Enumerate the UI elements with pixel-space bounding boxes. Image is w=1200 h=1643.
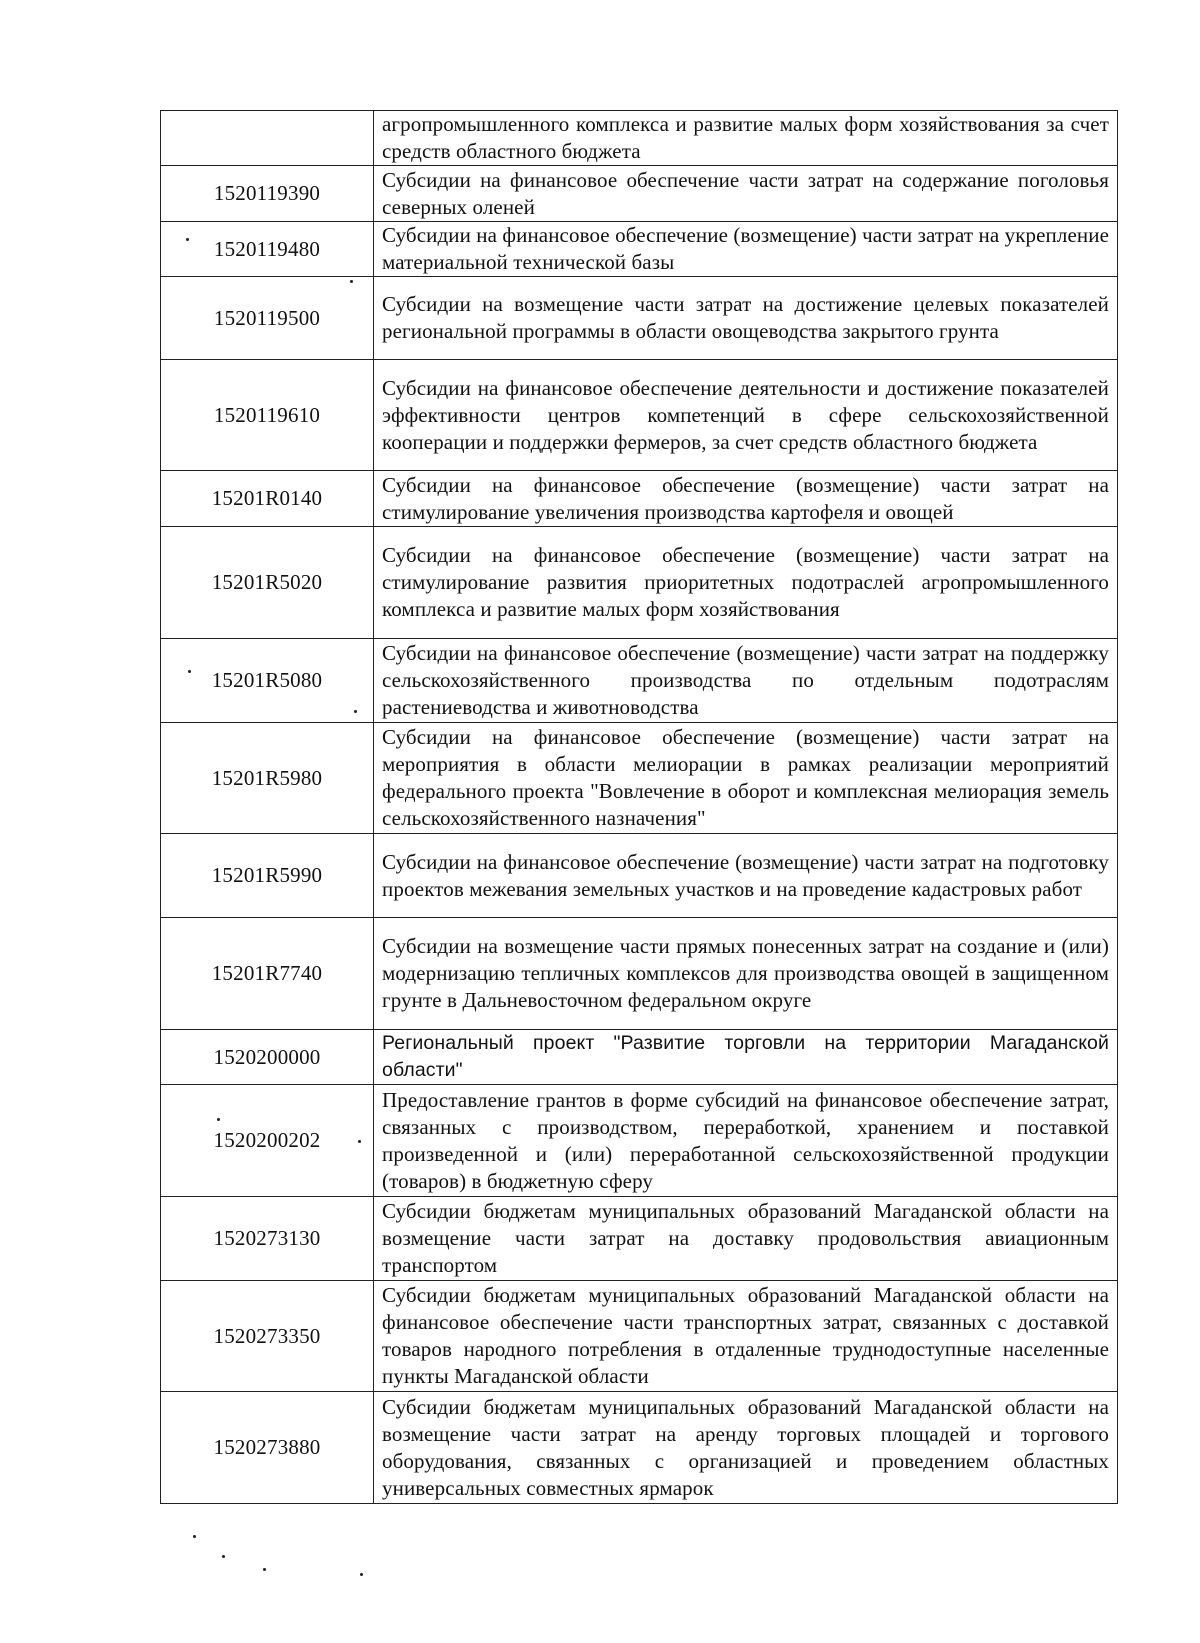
row-code: 15201R5980	[161, 723, 374, 834]
scan-speck	[350, 280, 353, 283]
row-description: Субсидии на финансовое обеспечение части затрат на содержание поголовья северных оленей	[374, 166, 1118, 222]
row-description: Субсидии на возмещение части прямых понесенных затрат на создание и (или) модернизацию тепличных комплексов для производства овощей в защищенном грунте в Дальневосточном федеральном округе	[374, 918, 1118, 1030]
row-description: Субсидии бюджетам муниципальных образований Магаданской области на возмещение части затрат на аренду торговых площадей и торгового оборудования, связанных с организацией и проведением областных универсальных совместных ярмарок	[374, 1392, 1118, 1504]
scan-speck	[188, 670, 191, 673]
scan-speck	[222, 1555, 225, 1558]
row-code: 15201R5080	[161, 639, 374, 723]
row-code: 1520119500	[161, 277, 374, 360]
table-row	[161, 360, 1118, 471]
row-description: Субсидии на финансовое обеспечение (возмещение) части затрат на стимулирование увеличения производства картофеля и овощей	[374, 471, 1118, 527]
scan-speck	[263, 1568, 266, 1571]
row-code: 15201R5990	[161, 834, 374, 918]
row-description: Субсидии на финансовое обеспечение (возмещение) части затрат на мероприятия в области мелиорации в рамках реализации мероприятий федерального проекта "Вовлечение в оборот и комплексная мелиорация земель сельскохозяйственного назначения"	[374, 723, 1118, 834]
row-description: Предоставление грантов в форме субсидий на финансовое обеспечение затрат, связанных с производством, переработкой, хранением и поставкой произведенной и (или) переработанной сельскохозяйственной продукции (товаров) в бюджетную сферу	[374, 1085, 1118, 1197]
table-row	[161, 639, 1118, 723]
table-row	[161, 918, 1118, 1030]
table-row	[161, 1085, 1118, 1197]
scan-speck	[358, 1140, 361, 1143]
row-code: 1520200000	[161, 1030, 374, 1085]
table-row	[161, 527, 1118, 639]
row-description: Субсидии на финансовое обеспечение деятельности и достижение показателей эффективности центров компетенций в сфере сельскохозяйственной кооперации и поддержки фермеров, за счет средств областного бюджета	[374, 360, 1118, 471]
row-description: Субсидии на возмещение части затрат на достижение целевых показателей региональной программы в области овощеводства закрытого грунта	[374, 277, 1118, 360]
row-code: 15201R5020	[161, 527, 374, 639]
row-description: Субсидии на финансовое обеспечение (возмещение) части затрат на поддержку сельскохозяйственного производства по отдельным подотраслям растениеводства и животноводства	[374, 639, 1118, 723]
table-row	[161, 1030, 1118, 1085]
row-code: 1520200202	[161, 1085, 374, 1197]
table-row	[161, 166, 1118, 222]
scan-speck	[186, 238, 189, 241]
row-code	[161, 111, 374, 166]
row-code: 1520273880	[161, 1392, 374, 1504]
table-row	[161, 1197, 1118, 1281]
row-description: Субсидии бюджетам муниципальных образований Магаданской области на финансовое обеспечение части транспортных затрат, связанных с доставкой товаров народного потребления в отдаленные труднодоступные населенные пункты Магаданской области	[374, 1281, 1118, 1392]
row-code: 1520119480	[161, 222, 374, 277]
table-row	[161, 834, 1118, 918]
row-description: Субсидии на финансовое обеспечение (возмещение) части затрат на подготовку проектов межевания земельных участков и на проведение кадастровых работ	[374, 834, 1118, 918]
scan-speck	[360, 1573, 363, 1576]
table-row	[161, 1392, 1118, 1504]
row-description: Субсидии бюджетам муниципальных образований Магаданской области на возмещение части затрат на доставку продовольствия авиационным транспортом	[374, 1197, 1118, 1281]
table-row	[161, 222, 1118, 277]
table-row	[161, 111, 1118, 166]
row-description: Субсидии на финансовое обеспечение (возмещение) части затрат на стимулирование развития приоритетных подотраслей агропромышленного комплекса и развитие малых форм хозяйствования	[374, 527, 1118, 639]
row-code: 1520273350	[161, 1281, 374, 1392]
budget-codes-table	[160, 110, 1118, 1504]
row-description: Региональный проект "Развитие торговли на территории Магаданской области"	[374, 1030, 1118, 1085]
table-row	[161, 277, 1118, 360]
row-code: 15201R7740	[161, 918, 374, 1030]
table-row	[161, 471, 1118, 527]
table-row	[161, 1281, 1118, 1392]
scan-speck	[193, 1535, 196, 1538]
row-code: 1520119610	[161, 360, 374, 471]
row-code: 1520273130	[161, 1197, 374, 1281]
row-description: Субсидии на финансовое обеспечение (возмещение) части затрат на укрепление материальной технической базы	[374, 222, 1118, 277]
table-row	[161, 723, 1118, 834]
scan-speck	[217, 1118, 220, 1121]
row-code: 15201R0140	[161, 471, 374, 527]
scan-speck	[354, 710, 357, 713]
row-description: агропромышленного комплекса и развитие малых форм хозяйствования за счет средств областного бюджета	[374, 111, 1118, 166]
row-code: 1520119390	[161, 166, 374, 222]
